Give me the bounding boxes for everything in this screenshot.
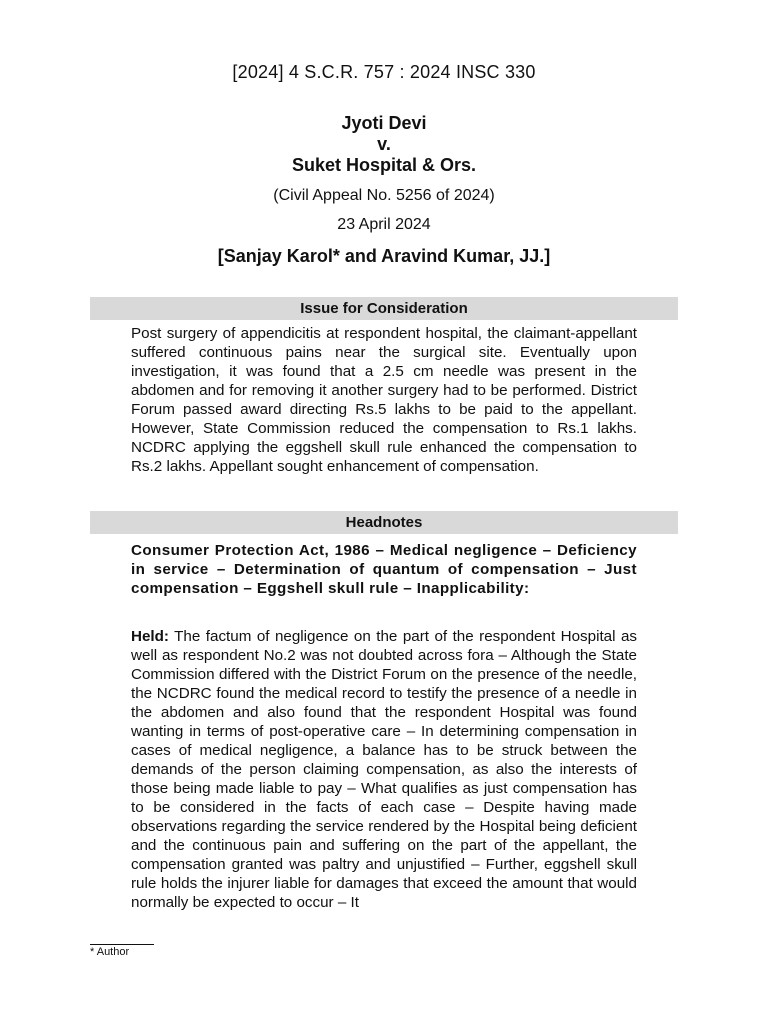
- versus-label: v.: [377, 134, 391, 154]
- held-label: Held:: [131, 628, 169, 645]
- headnotes-heading: Headnotes: [90, 511, 678, 534]
- bench-judges: [Sanjay Karol* and Aravind Kumar, JJ.]: [217, 246, 551, 266]
- appeal-number: (Civil Appeal No. 5256 of 2024): [273, 187, 495, 204]
- issue-text: Post surgery of appendicitis at respondent hospital, the claimant-appellant suffered continuous pains near the surgical site. Eventually upon investigation, it was found that a 2.5 cm needle was present in the abdomen and for removing it another surgery had to be performed. District Forum passed award directing Rs.5 lakhs to be paid to the appellant. However, State Commission reduced the compensation to Rs.1 lakhs. NCDRC applying the eggshell skull rule enhanced the compensation to Rs.2 lakhs. Appellant sought enhancement of compensation.: [131, 325, 637, 475]
- footnote-author: * Author: [90, 946, 130, 958]
- case-parties: [0, 113, 768, 176]
- respondent-name: Suket Hospital & Ors.: [291, 155, 477, 175]
- held-text: The factum of negligence on the part of the respondent Hospital as well as respondent No.2 was not doubted across fora – Although the State Commission differed with the District Forum on the presence of the needle, the NCDRC found the medical record to testify the presence of a needle in the abdomen and also found that the respondent Hospital was found wanting in terms of post-operative care – In determining compensation in cases of medical negligence, a balance has to be struck between the demands of the person claiming compensation, as also the interests of those being made liable to pay – What qualifies as just compensation has to be considered in the facts of each case – Despite having made observations regarding the service rendered by the Hospital being deficient and the continuous pain and suffering on the part of the appellant, the compensation granted was paltry and unjustified – Further, eggshell skull rule holds the injurer liable for damages that exceed the amount that would normally be expected to occur – It: [131, 628, 637, 911]
- footnote-divider: [90, 944, 154, 945]
- headnote-title: Consumer Protection Act, 1986 – Medical negligence – Deficiency in service – Determination of quantum of compensation – Just compensation – Eggshell skull rule – Inapplicability:: [131, 542, 637, 597]
- issue-heading: Issue for Consideration: [90, 297, 678, 320]
- judgment-date: 23 April 2024: [337, 216, 431, 233]
- case-citation: [2024] 4 S.C.R. 757 : 2024 INSC 330: [232, 62, 536, 82]
- held-paragraph: [131, 627, 637, 912]
- petitioner-name: Jyoti Devi: [341, 113, 427, 133]
